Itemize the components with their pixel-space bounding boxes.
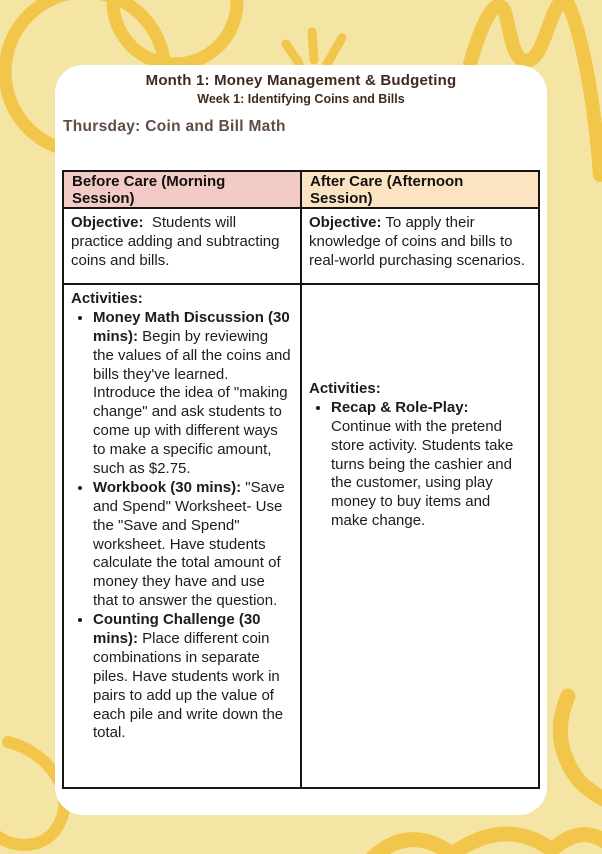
activities-cell-after — [301, 284, 539, 788]
activities-heading: Activities: — [71, 290, 143, 307]
activity-item — [93, 308, 295, 479]
objective-label: Objective: — [309, 214, 382, 231]
activities-cell-before — [63, 284, 301, 788]
table-header-row — [63, 171, 539, 208]
activities-list-before — [71, 308, 295, 743]
activity-text: Continue with the pretend store activity. Students take turns being the cashier and the customer, using play money to buy items and make change. — [331, 398, 518, 530]
activity-label: Recap & Role-Play: — [331, 398, 469, 416]
activities-heading: Activities: — [309, 380, 381, 397]
doodle-burst-top-center — [286, 32, 342, 64]
activities-row — [63, 284, 539, 788]
activity-label: Counting Challenge (30 mins): — [93, 611, 261, 648]
objective-cell-before — [63, 208, 301, 284]
lesson-card — [55, 65, 547, 815]
activity-text: "Save and Spend" Worksheet- Use the "Save and Spend" worksheet. Have students calculate the total amount of money they have and use that to answer the question. — [93, 478, 289, 610]
objective-text: To apply their knowledge of coins and bills to real-world purchasing scenarios. — [309, 214, 525, 269]
activity-text: Begin by reviewing the values of all the coins and bills they've learned. Introduce the idea of "making change" and ask students to come up with different ways to make a specific amount, such as $2.75. — [93, 327, 295, 478]
activity-text: Place different coin combinations in separate piles. Have students work in pairs to add up the value of each pile and write down the total. — [93, 630, 288, 742]
objective-label: Objective: — [71, 214, 144, 231]
schedule-table — [62, 170, 540, 789]
column-header-before-care: Before Care (Morning Session) — [63, 171, 301, 208]
page-subtitle: Week 1: Identifying Coins and Bills — [197, 92, 405, 106]
activities-list-after — [309, 399, 530, 531]
activity-label: Money Math Discussion (30 mins): — [93, 308, 290, 345]
activity-item — [93, 479, 292, 611]
activity-label: Workbook (30 mins): — [93, 478, 242, 496]
objective-row — [63, 208, 539, 284]
objective-text: Students will practice adding and subtracting coins and bills. — [71, 214, 284, 269]
page-title: Month 1: Money Management & Budgeting — [145, 72, 457, 89]
activity-item — [331, 399, 530, 531]
activity-item — [93, 611, 292, 743]
objective-cell-after — [301, 208, 539, 284]
column-header-after-care: After Care (Afternoon Session) — [301, 171, 539, 208]
day-heading: Thursday: Coin and Bill Math — [63, 118, 286, 135]
